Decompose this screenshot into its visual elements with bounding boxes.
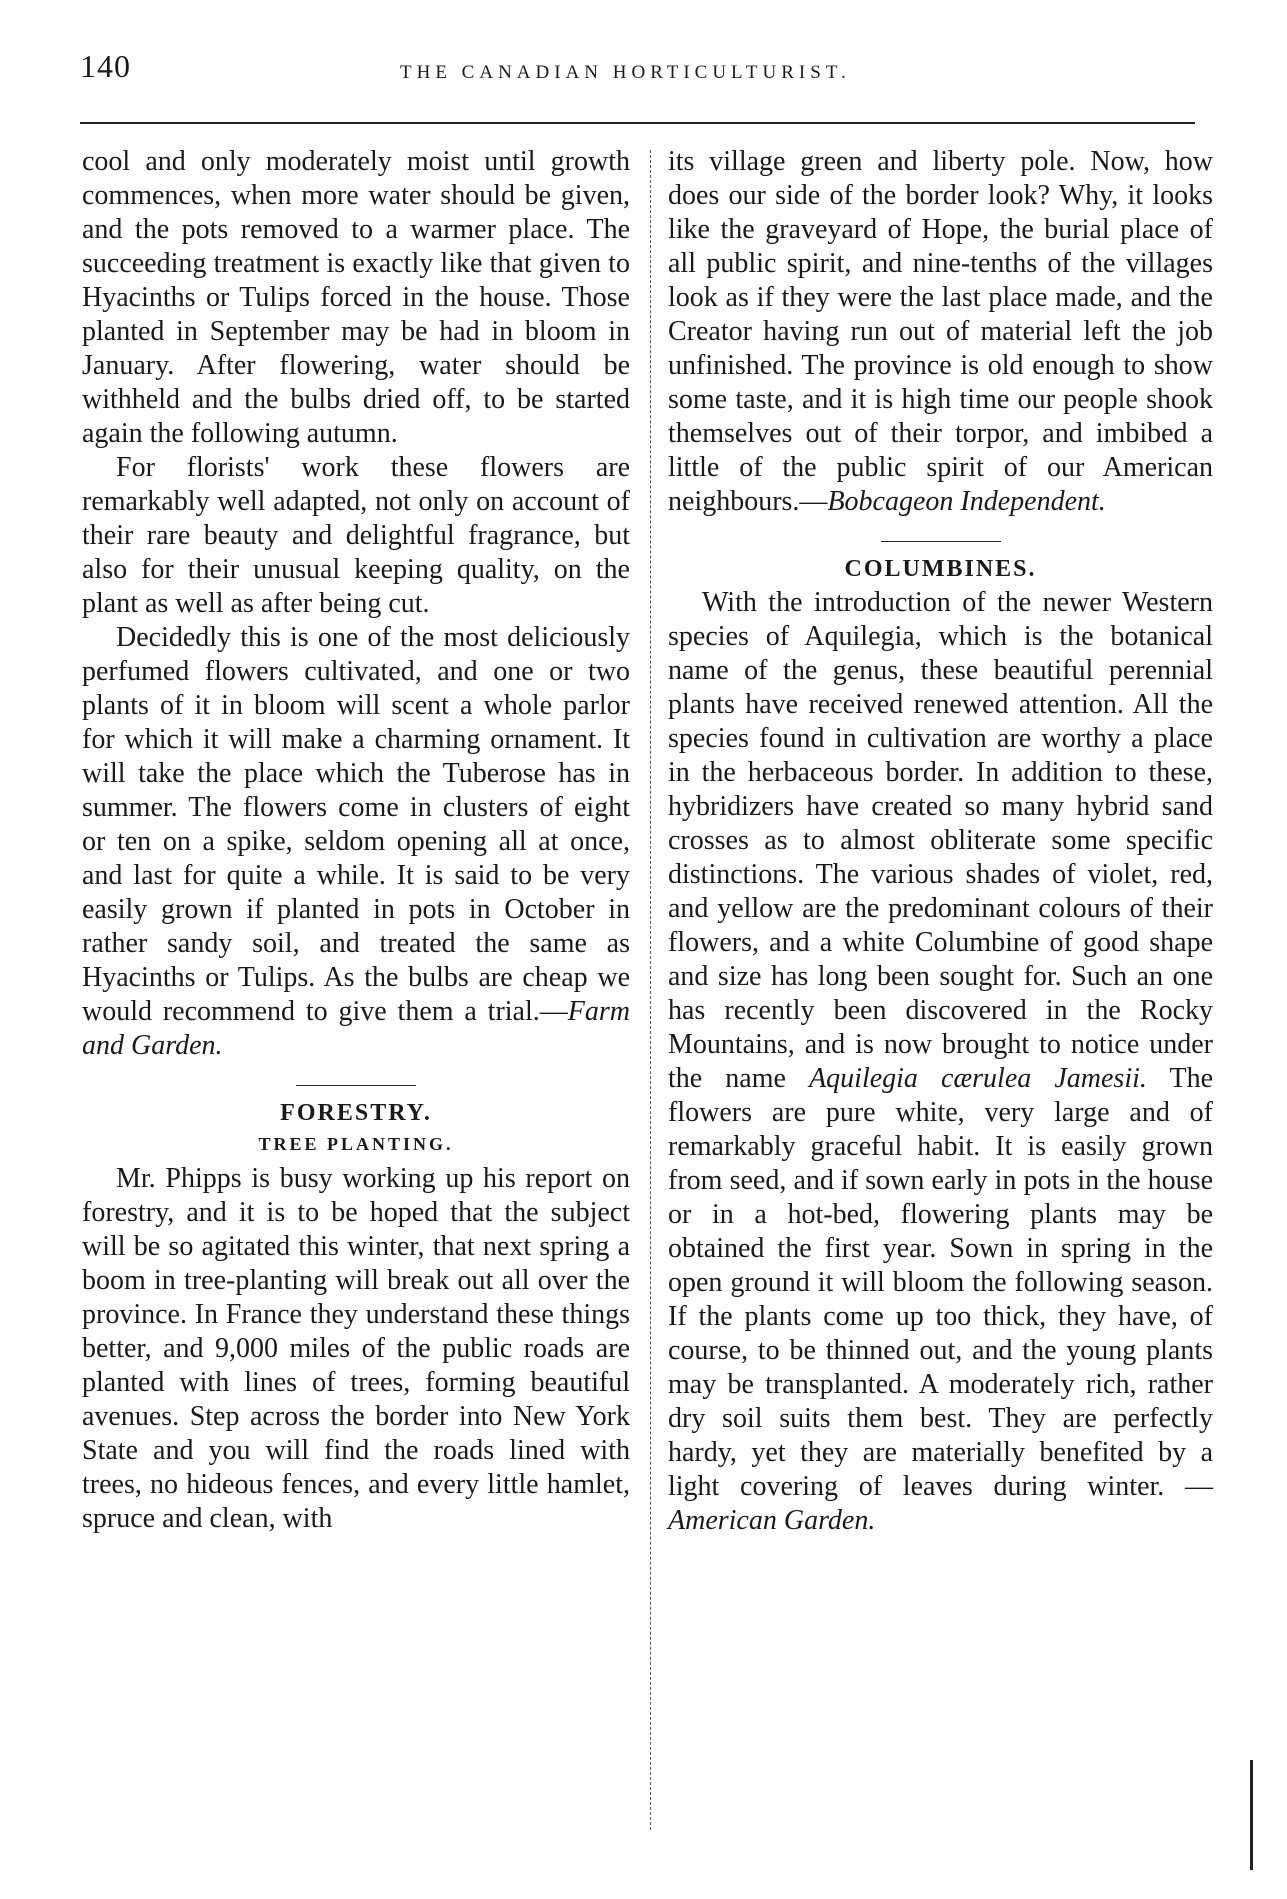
- section-title-columbines: COLUMBINES.: [844, 556, 1037, 582]
- section-title-forestry: FORESTRY.: [280, 1100, 432, 1126]
- source-citation: Farm and Garden.: [82, 996, 630, 1061]
- paragraph-text: With the introduction of the newer Western species of Aquilegia, which is the botanical name of the genus, these beautiful perennial plants have received renewed attention. All the species found in cultivation are worthy a place in the herbaceous border. In addition to these, hybridizers have created so many hybrid sand crosses as to almost obliterate some specific distinctions. The various shades of violet, red, and yellow are the predominant colours of their flowers, and a white Columbine of good shape and size has long been sought for. Such an one has recently been discovered in the Rocky Mountains, and is now brought to notice under the name: [668, 587, 1213, 1094]
- left-column: [82, 145, 630, 1536]
- source-citation: Bobcageon Independent.: [827, 486, 1106, 517]
- section-rule: [881, 541, 1001, 542]
- paragraph-forestry: Mr. Phipps is busy working up his report on forestry, and it is to be hoped that the subject will be so agitated this winter, that next spring a boom in tree-planting will break out all over the province. In France they understand these things better, and 9,000 miles of the public roads are planted with lines of trees, forming beautiful avenues. Step across the border into New York State and you will find the roads lined with trees, no hideous fences, and every little hamlet, spruce and clean, with: [82, 1163, 630, 1534]
- species-name: Aquilegia cærulea Jamesii.: [809, 1063, 1147, 1094]
- edge-rule: [1250, 1760, 1253, 1870]
- paragraph-columbines: [668, 586, 1213, 1538]
- header-rule: [80, 122, 1195, 124]
- paragraph-text: Decidedly this is one of the most deliciously perfumed flowers cultivated, and one or two plants of it in bloom will scent a whole parlor for which it will make a charming ornament. It will take the place which the Tuberose has in summer. The flowers come in clusters of eight or ten on a spike, seldom opening all at once, and last for quite a while. It is said to be very easily grown if planted in pots in October in rather sandy soil, and treated the same as Hyacinths or Tulips. As the bulbs are cheap we would recommend to give them a trial.—: [82, 622, 630, 1027]
- paragraph-text: its village green and liberty pole. Now, how does our side of the border look? Why, it looks like the graveyard of Hope, the burial place of all public spirit, and nine-tenths of the villages look as if they were the last place made, and the Creator having run out of material left the job unfinished. The province is old enough to show some taste, and it is high time our people shook themselves out of their torpor, and imbibed a little of the public spirit of our American neighbours.—: [668, 146, 1213, 517]
- source-citation: American Garden.: [668, 1505, 876, 1536]
- right-column: [668, 145, 1213, 1538]
- page-header: [80, 48, 1190, 88]
- column-divider: [650, 150, 651, 1830]
- paragraph-text: The flowers are pure white, very large and of remarkably graceful habit. It is easily grown from seed, and if sown early in pots in the house or in a hot-bed, flowering plants may be obtained the first year. Sown in spring in the open ground it will bloom the following season. If the plants come up too thick, they have, of course, to be thinned out, and the young plants may be transplanted. A moderately rich, rather dry soil suits them best. They are perfectly hardy, yet they are materially benefited by a light covering of leaves during winter. —: [668, 1063, 1214, 1502]
- paragraph-continued: [668, 145, 1213, 519]
- paragraph-florists: For florists' work these flowers are remarkably well adapted, not only on account of their rare beauty and delightful fragrance, but also for their unusual keeping quality, on the plant as well as after being cut.: [82, 452, 630, 619]
- subsection-title-tree-planting: TREE PLANTING.: [258, 1134, 454, 1154]
- paragraph-perfumed: [82, 621, 630, 1063]
- paragraph-continued: cool and only moderately moist until growth commences, when more water should be given, and the pots removed to a warmer place. The succeeding treatment is exactly like that given to Hyacinths or Tulips forced in the house. Those planted in September may be had in bloom in January. After flowering, water should be withheld and the bulbs dried off, to be started again the following autumn.: [82, 146, 630, 449]
- section-rule: [296, 1085, 416, 1086]
- running-title: THE CANADIAN HORTICULTURIST.: [400, 62, 851, 83]
- page-number: 140: [80, 48, 131, 84]
